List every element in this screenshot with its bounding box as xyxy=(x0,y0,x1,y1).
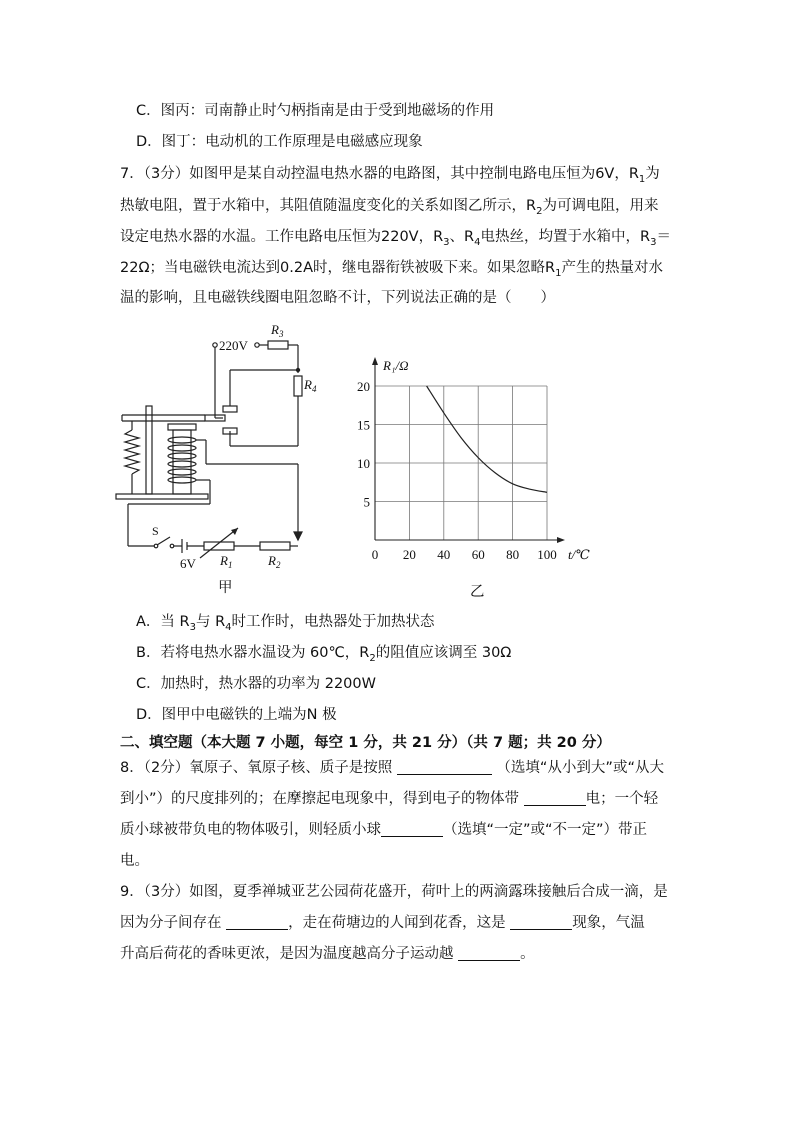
q9-line2: 因为分子间存在 ，走在荷塘边的人闻到花香，这是 现象，气温 xyxy=(120,915,645,931)
relay-base xyxy=(116,494,208,499)
answer-blank[interactable] xyxy=(226,913,288,930)
resistor-r3 xyxy=(268,341,288,349)
circuit-diagram xyxy=(110,318,330,580)
q7-stem-line5: 温的影响，且电磁铁线圈电阻忽略不计，下列说法正确的是（ ） xyxy=(120,290,555,306)
x-tick-label: 20 xyxy=(402,547,416,562)
coil xyxy=(168,437,196,483)
caption-yi: 乙 xyxy=(470,584,485,600)
x-axis-arrow xyxy=(557,537,565,543)
label-s: S xyxy=(152,524,159,538)
electromagnet-core xyxy=(173,430,191,494)
answer-blank[interactable] xyxy=(510,913,572,930)
resistor-r4 xyxy=(294,376,302,396)
answer-blank[interactable] xyxy=(381,820,443,837)
q7-stem-line3: 设定电热水器的水温。工作电路电压恒为220V，$R_3$、$R_4$电热丝，均置于水箱中，$R_3=$ xyxy=(120,229,671,248)
label-r3: $R_3$ xyxy=(271,322,284,339)
q8-line3: 质小球被带负电的物体吸引，则轻质小球 （选填“一定”或“不一定”）带正 xyxy=(120,822,648,838)
q8-line2: 到小”）的尺度排列的；在摩擦起电现象中，得到电子的物体带 电；一个轻 xyxy=(120,791,659,807)
label-r1: $R_1$ xyxy=(220,553,233,570)
terminal-220v-right xyxy=(255,343,259,347)
y-tick-label: 20 xyxy=(357,379,370,394)
q7-stem-line2: 热敏电阻，置于水箱中，其阻值随温度变化的关系如图乙所示，$R_2$为可调电阻，用来 xyxy=(120,198,659,217)
q9-line1: 9．（3分）如图，夏季禅城亚艺公园荷花盛开，荷叶上的两滴露珠接触后合成一滴，是 xyxy=(120,884,668,900)
upper-contact xyxy=(223,406,237,412)
x-tick-label: 60 xyxy=(471,547,485,562)
y-tick-label: 10 xyxy=(357,456,370,471)
x-tick-label: 0 xyxy=(371,547,379,562)
label-r4: $R_4$ xyxy=(304,377,317,394)
caption-jia: 甲 xyxy=(218,580,233,596)
q7-option-a: A．当 $R_3$与 $R_4$时工作时，电热器处于加热状态 xyxy=(136,614,435,633)
x-tick-label: 100 xyxy=(537,547,557,562)
answer-blank[interactable] xyxy=(397,758,492,775)
q7-option-c: C．加热时，热水器的功率为 2200W xyxy=(136,676,376,692)
q7-option-d: D．图甲中电磁铁的上端为N 极 xyxy=(136,707,337,723)
x-tick-label: 40 xyxy=(437,547,451,562)
q7-stem-line4: 22Ω；当电磁铁电流达到0.2A时，继电器衔铁被吸下来。如果忽略$R_1$产生的热量对水 xyxy=(120,260,663,279)
q9-line3: 升高后荷花的香味更浓，是因为温度越高分子运动越 。 xyxy=(120,946,535,962)
x-tick-label: 80 xyxy=(506,547,520,562)
y-tick-label: 5 xyxy=(363,494,370,510)
q8-line1: 8．（2分）氧原子、氧原子核、质子是按照 （选填“从小到大”或“从大 xyxy=(120,760,664,776)
pivot-post xyxy=(146,406,152,494)
terminal-220v-left xyxy=(213,343,217,347)
y-axis-label: R₁/Ω xyxy=(383,358,409,373)
y-tick-label: 15 xyxy=(357,417,370,433)
q6-option-c: C．图丙：司南静止时勺柄指南是由于受到地磁场的作用 xyxy=(136,103,495,119)
r1-temperature-chart xyxy=(350,350,610,580)
q7-option-b: B．若将电热水器水温设为 60℃，$R_2$的阻值应该调至 30Ω xyxy=(136,645,512,664)
x-axis-label: t/℃ xyxy=(568,547,590,562)
series-line-r1 xyxy=(427,386,547,492)
label-220v: 220V xyxy=(219,338,248,353)
answer-blank[interactable] xyxy=(524,789,586,806)
resistor-r2 xyxy=(260,542,290,550)
switch-s xyxy=(157,537,170,545)
section-heading: 二、填空题（本大题 7 小题，每空 1 分，共 21 分）（共 7 题；共 20 分） xyxy=(120,735,611,751)
label-6v: 6V xyxy=(180,556,196,571)
answer-blank[interactable] xyxy=(458,944,520,961)
q7-stem-line1: 7．（3分）如图甲是某自动控温电热水器的电路图，其中控制电路电压恒为6V，$R_1$为 xyxy=(120,166,660,185)
q8-line4: 电。 xyxy=(120,853,149,869)
label-r2: $R_2$ xyxy=(268,553,281,570)
y-axis-arrow xyxy=(372,357,378,365)
q6-option-d: D．图丁：电动机的工作原理是电磁感应现象 xyxy=(136,134,423,150)
spring xyxy=(125,430,139,474)
